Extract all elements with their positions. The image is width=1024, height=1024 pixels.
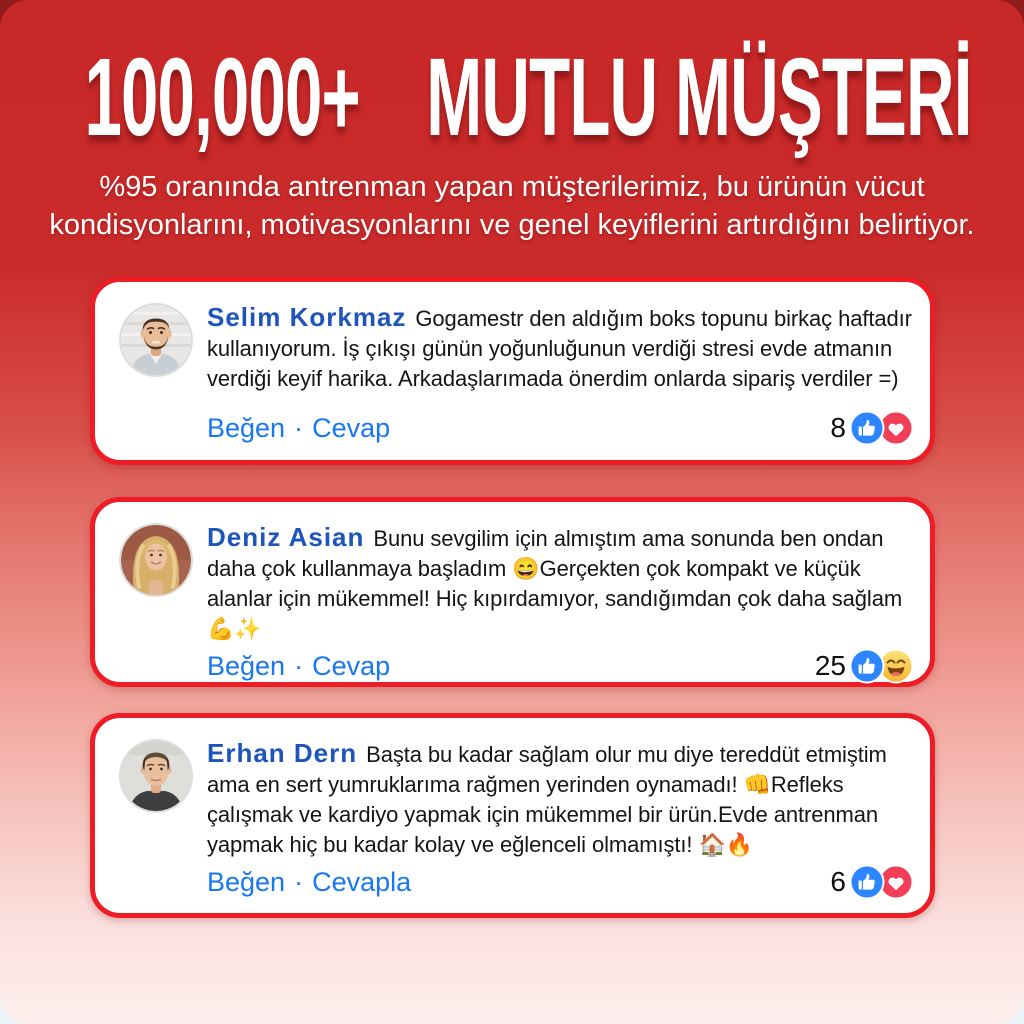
comment-card bbox=[90, 497, 935, 687]
comment-content bbox=[207, 302, 914, 446]
reaction-count: 8 bbox=[830, 412, 846, 443]
comment-text: Başta bu kadar sağlam olur mu diye tereddüt etmiştim ama en sert yumruklarıma rağmen yerinden oynamadı! 👊Refleks çalışmak ve kardiyo yapmak için mükemmel bir ürün.Evde antrenman yapmak hiç bu kadar kolay ve eğlenceli olmamıştı! 🏠🔥 bbox=[207, 742, 887, 857]
reaction-summary[interactable] bbox=[830, 864, 914, 900]
comment-links bbox=[207, 413, 390, 444]
reaction-count: 6 bbox=[830, 866, 846, 897]
comment-card bbox=[90, 277, 935, 465]
man-slicked-hair-avatar-icon bbox=[121, 741, 191, 811]
commenter-name[interactable]: Deniz Asian bbox=[207, 522, 365, 552]
reaction-count: 25 bbox=[814, 650, 846, 681]
avatar[interactable] bbox=[121, 741, 191, 811]
avatar[interactable] bbox=[121, 525, 191, 595]
comment-links bbox=[207, 867, 411, 898]
blonde-woman-avatar-icon bbox=[121, 525, 191, 595]
like-reaction-icon bbox=[849, 410, 885, 446]
comment-footer bbox=[207, 644, 914, 684]
page-title bbox=[0, 35, 1024, 159]
comment-content bbox=[207, 738, 914, 899]
comment-text-block bbox=[207, 738, 914, 860]
link-separator: · bbox=[294, 412, 304, 443]
like-link[interactable]: Beğen bbox=[207, 866, 286, 897]
like-reaction-icon bbox=[849, 648, 885, 684]
link-separator: · bbox=[294, 866, 304, 897]
link-separator: · bbox=[294, 650, 304, 681]
reply-link[interactable]: Cevapla bbox=[312, 866, 412, 897]
comment-text-block bbox=[207, 302, 914, 394]
man-beard-avatar-icon bbox=[121, 305, 191, 375]
comment-links bbox=[207, 651, 390, 682]
comment-content bbox=[207, 522, 914, 681]
like-link[interactable]: Beğen bbox=[207, 650, 286, 681]
comment-footer bbox=[207, 406, 914, 446]
comment-text: Bunu sevgilim için almıştım ama sonunda ben ondan daha çok kullanmaya başladım 😄Gerçekten çok kompakt ve küçük alanlar için mükemmel! Hiç kıpırdamıyor, sandığımdan çok daha sağlam 💪✨ bbox=[207, 526, 903, 641]
commenter-name[interactable]: Erhan Dern bbox=[207, 738, 358, 768]
page-title-text: 100,000+ MUTLU MÜŞTERİ bbox=[84, 35, 972, 159]
comment-text-block bbox=[207, 522, 914, 644]
comment-footer bbox=[207, 860, 914, 900]
page-subtitle: %95 oranında antrenman yapan müşterilerimiz, bu ürünün vücut kondisyonlarını, motivasyonlarını ve genel keyiflerini artırdığını belirtiyor. bbox=[49, 171, 975, 241]
comment-card bbox=[90, 713, 935, 918]
reaction-summary[interactable] bbox=[815, 648, 914, 684]
like-link[interactable]: Beğen bbox=[207, 412, 286, 443]
reply-link[interactable]: Cevap bbox=[312, 650, 391, 681]
reaction-summary[interactable] bbox=[830, 410, 914, 446]
commenter-name[interactable]: Selim Korkmaz bbox=[207, 302, 407, 332]
reply-link[interactable]: Cevap bbox=[312, 412, 391, 443]
like-reaction-icon bbox=[849, 864, 885, 900]
comment-text: Gogamestr den aldığım boks topunu birkaç haftadır kullanıyorum. İş çıkışı günün yoğunluğunun verdiği stresi evde atmanın verdiği keyif harika. Arkadaşlarımada önerdim onlarda sipariş verdiler =) bbox=[207, 306, 912, 391]
avatar[interactable] bbox=[121, 305, 191, 375]
